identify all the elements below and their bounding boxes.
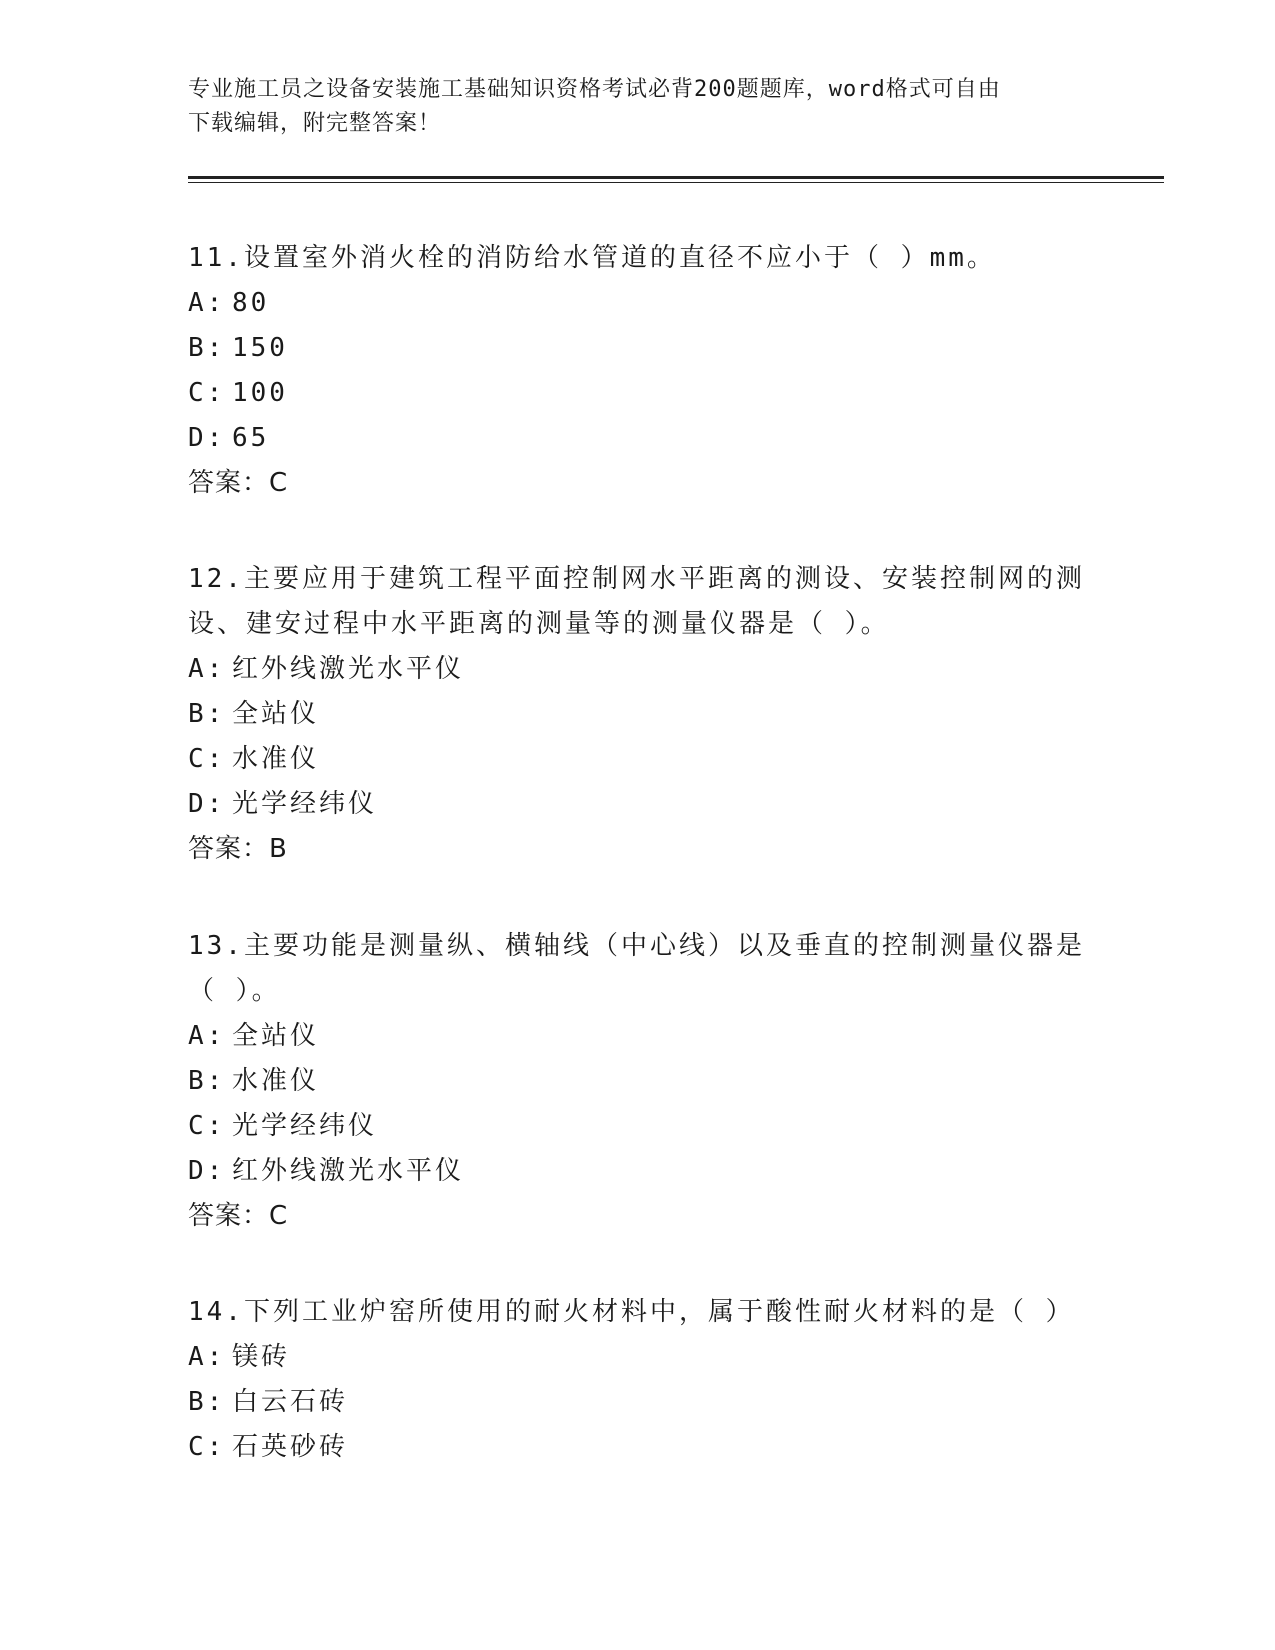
option-b [188,1380,1088,1425]
option-key: A: [188,1342,226,1372]
document-header [188,73,1088,141]
question-text-line: 设置室外消火栓的消防给水管道的直径不应小于（ ）mm。 [243,243,996,273]
option-text: 100 [232,378,288,408]
option-text: 光学经纬仪 [232,789,378,819]
option-key: C: [188,378,226,408]
option-text: 水准仪 [232,1066,320,1096]
question-number: 11. [188,243,244,273]
option-text: 红外线激光水平仪 [232,654,465,684]
option-c [188,1104,1088,1149]
option-b [188,692,1088,737]
question-text-line: 下列工业炉窑所使用的耐火材料中，属于酸性耐火材料的是（ ） [243,1297,1075,1327]
header-rule-thick [188,176,1164,179]
option-b [188,1059,1088,1104]
answer-line: 答案：C [188,468,289,498]
option-key: C: [188,1111,226,1141]
option-a [188,647,1088,692]
option-key: B: [188,1387,226,1417]
option-text: 镁砖 [232,1342,291,1372]
question-stem [188,924,1088,969]
option-key: A: [188,654,226,684]
header-line-1: 专业施工员之设备安装施工基础知识资格考试必背200题题库，word格式可自由 [188,77,1001,102]
option-text: 红外线激光水平仪 [232,1156,465,1186]
option-text: 65 [232,423,270,453]
option-text: 白云石砖 [232,1387,349,1417]
question-number: 13. [188,931,244,961]
answer-line: 答案：B [188,834,288,864]
option-d [188,782,1088,827]
option-d [188,416,1088,461]
option-c [188,737,1088,782]
option-b [188,326,1088,371]
option-key: D: [188,789,226,819]
question-text-line: 主要功能是测量纵、横轴线（中心线）以及垂直的控制测量仪器是 [243,931,1085,961]
question-12 [188,557,1088,872]
question-stem-continued: 设、建安过程中水平距离的测量等的测量仪器是（ ）。 [188,609,890,639]
option-key: C: [188,1432,226,1462]
option-key: B: [188,699,226,729]
question-11 [188,236,1088,506]
option-text: 石英砂砖 [232,1432,349,1462]
option-text: 全站仪 [232,699,320,729]
option-text: 150 [232,333,288,363]
option-key: B: [188,1066,226,1096]
option-text: 光学经纬仪 [232,1111,378,1141]
question-stem-continued: （ ）。 [188,976,281,1006]
question-13 [188,924,1088,1239]
option-key: D: [188,423,226,453]
question-number: 12. [188,564,244,594]
question-number: 14. [188,1297,244,1327]
option-a [188,281,1088,326]
option-key: B: [188,333,226,363]
question-stem [188,557,1088,602]
question-text-line: 主要应用于建筑工程平面控制网水平距离的测设、安装控制网的测 [243,564,1085,594]
option-a [188,1335,1088,1380]
header-rule-thin [188,182,1164,183]
option-a [188,1014,1088,1059]
option-text: 水准仪 [232,744,320,774]
option-text: 80 [232,288,270,318]
question-14 [188,1290,1088,1470]
question-stem [188,236,1088,281]
answer-line: 答案：C [188,1201,289,1231]
option-key: C: [188,744,226,774]
question-stem [188,1290,1088,1335]
header-line-2: 下载编辑，附完整答案！ [188,111,442,136]
option-d [188,1149,1088,1194]
option-text: 全站仪 [232,1021,320,1051]
option-key: A: [188,1021,226,1051]
option-c [188,371,1088,416]
option-key: D: [188,1156,226,1186]
option-c [188,1425,1088,1470]
option-key: A: [188,288,226,318]
